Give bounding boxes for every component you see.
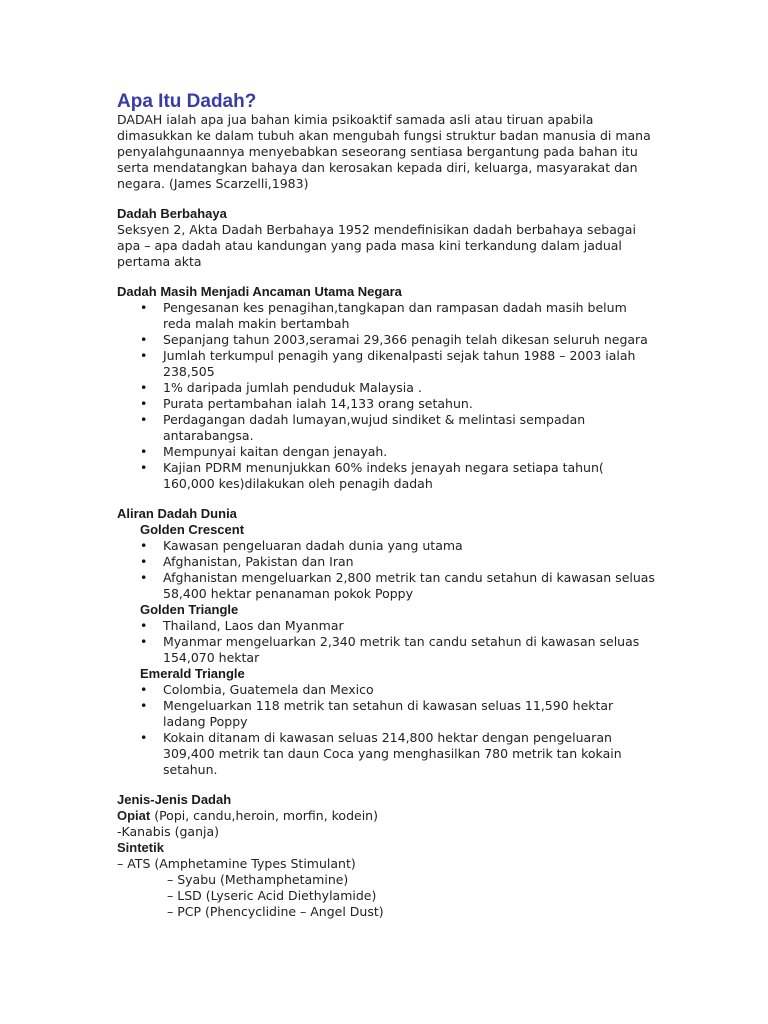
list-item: • Afghanistan mengeluarkan 2,800 metrik tan candu setahun di kawasan seluas 58,400 hektar penanaman pokok Poppy	[117, 570, 657, 602]
opiat-text: (Popi, candu,heroin, morfin, kodein)	[150, 808, 378, 823]
list-item: • Afghanistan, Pakistan dan Iran	[117, 554, 657, 570]
sintetik-label: Sintetik	[117, 840, 164, 855]
list-item: • Kokain ditanam di kawasan seluas 214,800 hektar dengan pengeluaran 309,400 metrik tan daun Coca yang menghasilkan 780 metrik tan kokain setahun.	[117, 730, 657, 778]
list-item: • Mengeluarkan 118 metrik tan setahun di kawasan seluas 11,590 hektar ladang Poppy	[117, 698, 657, 730]
section-heading-dadah-berbahaya: Dadah Berbahaya	[117, 206, 227, 221]
intro-paragraph: DADAH ialah apa jua bahan kimia psikoaktif samada asli atau tiruan apabila dimasukkan ke dalam tubuh akan mengubah fungsi struktur badan manusia di mana penyalahgunaannya menyebabkan seseorang sentiasa bergantung pada bahan itu serta mendatangkan bahaya dan kerosakan kepada diri, keluarga, masyarakat dan negara. (James Scarzelli,1983)	[117, 112, 651, 191]
section-heading-ancaman: Dadah Masih Menjadi Ancaman Utama Negara	[117, 284, 402, 299]
ancaman-list	[117, 300, 657, 492]
section-heading-aliran: Aliran Dadah Dunia	[117, 506, 237, 521]
opiat-label: Opiat	[117, 808, 151, 823]
emerald-triangle-list	[117, 682, 657, 778]
list-item: • Sepanjang tahun 2003,seramai 29,366 penagih telah dikesan seluruh negara	[117, 332, 657, 348]
list-item: • Mempunyai kaitan dengan jenayah.	[117, 444, 657, 460]
golden-triangle-list	[117, 618, 657, 666]
list-item: • Myanmar mengeluarkan 2,340 metrik tan candu setahun di kawasan seluas 154,070 hektar	[117, 634, 657, 666]
sintetik-sub-item: – PCP (Phencyclidine – Angel Dust)	[167, 904, 384, 919]
document-page	[117, 92, 657, 920]
list-item: • Thailand, Laos dan Myanmar	[117, 618, 657, 634]
list-item: • Pengesanan kes penagihan,tangkapan dan rampasan dadah masih belum reda malah makin bertambah	[117, 300, 657, 332]
list-item: • Colombia, Guatemela dan Mexico	[117, 682, 657, 698]
sintetik-sub-item: – Syabu (Methamphetamine)	[167, 872, 349, 887]
opiat-line	[117, 808, 657, 824]
subheading-golden-crescent: Golden Crescent	[140, 522, 245, 537]
list-item: • Jumlah terkumpul penagih yang dikenalpasti sejak tahun 1988 – 2003 ialah 238,505	[117, 348, 657, 380]
list-item: • Purata pertambahan ialah 14,133 orang setahun.	[117, 396, 657, 412]
subheading-golden-triangle: Golden Triangle	[140, 602, 239, 617]
ats-line: – ATS (Amphetamine Types Stimulant)	[117, 856, 356, 871]
golden-crescent-list	[117, 538, 657, 602]
page-title: Apa Itu Dadah?	[117, 91, 257, 112]
list-item: • Perdagangan dadah lumayan,wujud sindiket & melintasi sempadan antarabangsa.	[117, 412, 657, 444]
kanabis-line: -Kanabis (ganja)	[117, 824, 220, 839]
sintetik-sub-item: – LSD (Lyseric Acid Diethylamide)	[167, 888, 377, 903]
section-text-dadah-berbahaya: Seksyen 2, Akta Dadah Berbahaya 1952 mendefinisikan dadah berbahaya sebagai apa – apa dadah atau kandungan yang pada masa kini terkandung dalam jadual pertama akta	[117, 222, 636, 269]
subheading-emerald-triangle: Emerald Triangle	[140, 666, 245, 681]
list-item: • 1% daripada jumlah penduduk Malaysia .	[117, 380, 657, 396]
section-heading-jenis: Jenis-Jenis Dadah	[117, 792, 232, 807]
list-item: • Kawasan pengeluaran dadah dunia yang utama	[117, 538, 657, 554]
list-item: • Kajian PDRM menunjukkan 60% indeks jenayah negara setiapa tahun( 160,000 kes)dilakukan oleh penagih dadah	[117, 460, 657, 492]
